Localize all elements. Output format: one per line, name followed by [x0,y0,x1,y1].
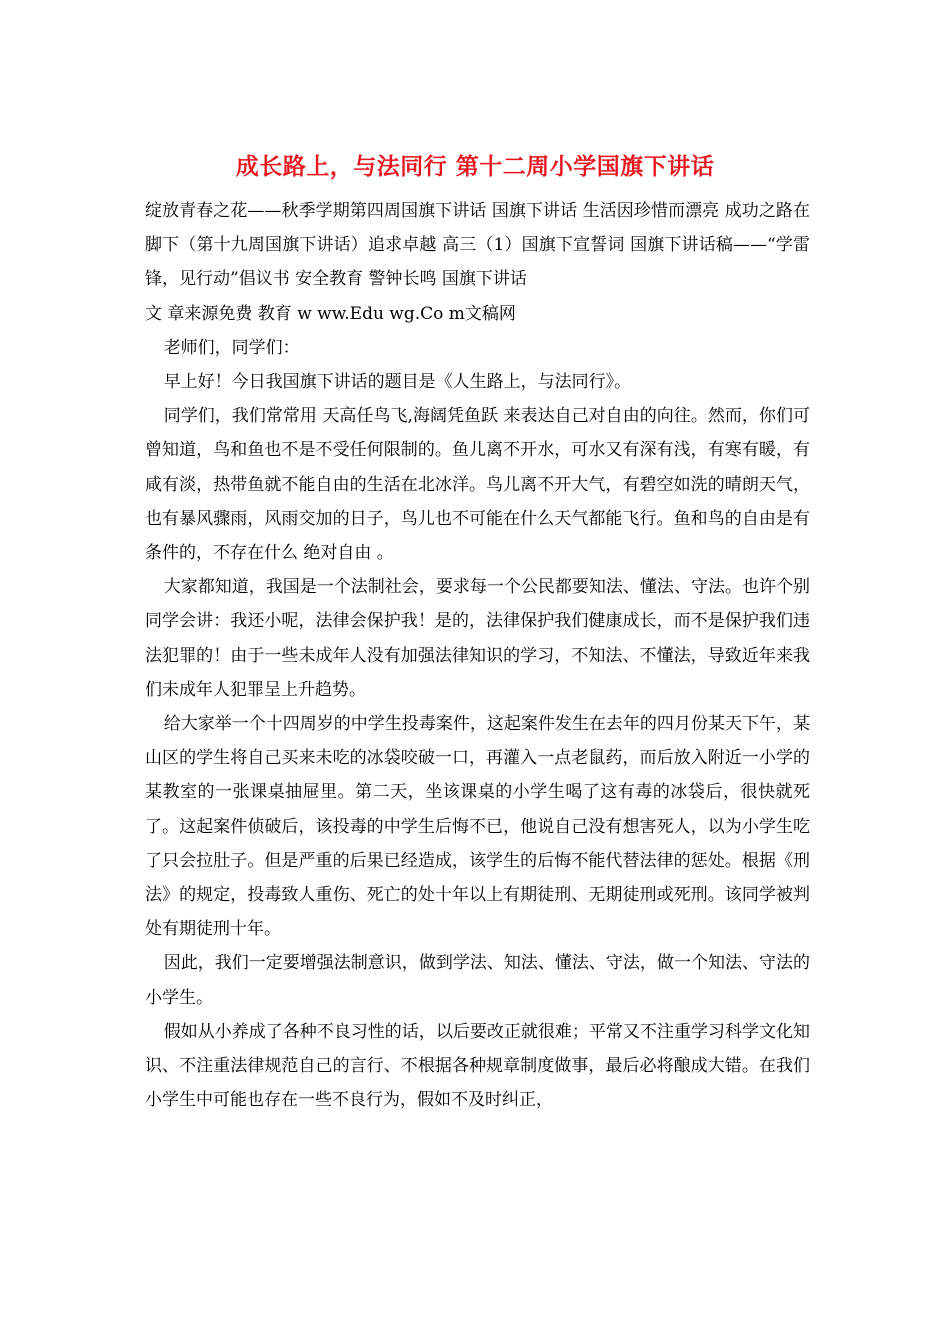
document-body [145,194,810,1117]
paragraph: 给大家举一个十四周岁的中学生投毒案件，这起案件发生在去年的四月份某天下午，某山区的学生将自己买来未吃的冰袋咬破一口，再灌入一点老鼠药，而后放入附近一小学的某教室的一张课桌抽屉里。第二天，坐该课桌的小学生喝了这有毒的冰袋后，很快就死了。这起案件侦破后，该投毒的中学生后悔不已，他说自己没有想害死人，以为小学生吃了只会拉肚子。但是严重的后果已经造成，该学生的后悔不能代替法律的惩处。根据《刑法》的规定，投毒致人重伤、死亡的处十年以上有期徒刑、无期徒刑或死刑。该同学被判处有期徒刑十年。 [145,714,810,940]
paragraph: 早上好！今日我国旗下讲话的题目是《人生路上，与法同行》。 [163,372,632,393]
paragraph: 同学们，我们常常用 天高任鸟飞,海阔凭鱼跃 来表达自己对自由的向往。然而，你们可曾知道，鸟和鱼也不是不受任何限制的。鱼儿离不开水，可水又有深有浅，有寒有暖，有咸有淡，热带鱼就不能自由的生活在北冰洋。鸟儿离不开大气，有碧空如洗的晴朗天气，也有暴风骤雨，风雨交加的日子，鸟儿也不可能在什么天气都能飞行。鱼和鸟的自由是有条件的，不存在什么 绝对自由 。 [145,406,810,564]
document-title: 成长路上，与法同行 第十二周小学国旗下讲话 [235,153,715,180]
paragraph: 因此，我们一定要增强法制意识，做到学法、知法、懂法、守法，做一个知法、守法的小学生。 [145,953,810,1008]
related-articles: 绽放青春之花——秋季学期第四周国旗下讲话 国旗下讲话 生活因珍惜而漂亮 成功之路在脚下（第十九周国旗下讲话）追求卓越 高三（1）国旗下宣誓词 国旗下讲话稿——“学雷锋，见行动”倡议书 安全教育 警钟长鸣 国旗下讲话 [145,201,810,290]
paragraph: 老师们，同学们： [163,337,300,358]
source-note: 文 章来源免费 教育 w ww.Edu wg.Co m文稿网 [145,303,516,324]
paragraph: 大家都知道，我国是一个法制社会，要求每一个公民都要知法、懂法、守法。也许个别同学会讲：我还小呢，法律会保护我！是的，法律保护我们健康成长，而不是保护我们违法犯罪的！由于一些未成年人没有加强法律知识的学习，不知法、不懂法，导致近年来我们未成年人犯罪呈上升趋势。 [145,577,810,700]
paragraph: 假如从小养成了各种不良习性的话，以后要改正就很难；平常又不注重学习科学文化知识、不注重法律规范自己的言行、不根据各种规章制度做事，最后必将酿成大错。在我们小学生中可能也存在一些不良行为，假如不及时纠正， [145,1021,810,1111]
